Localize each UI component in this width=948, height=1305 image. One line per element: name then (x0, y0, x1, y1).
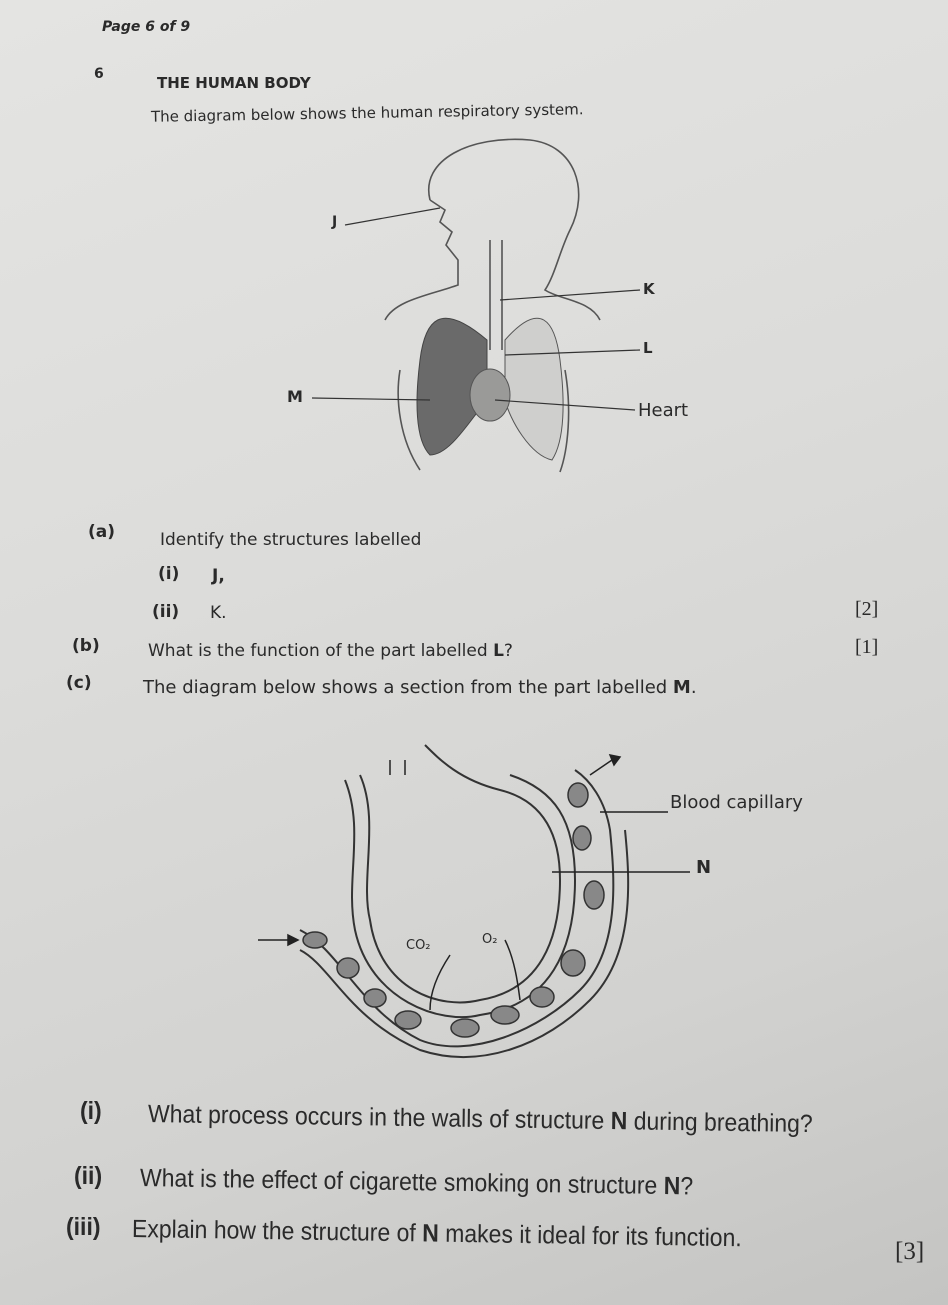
text: during breathing? (627, 1107, 813, 1139)
part-a-ii-tag: (ii) (152, 602, 180, 622)
part-c-tag: (c) (66, 673, 92, 693)
text: The diagram below shows a section from the part labelled (143, 677, 673, 698)
label-M: M (287, 387, 303, 406)
text: What is the function of the part labelled (148, 641, 494, 661)
label-J: J (332, 214, 338, 230)
part-a-marks: [2] (855, 598, 879, 620)
question-number: 6 (94, 66, 104, 82)
bold-text: L (493, 641, 504, 661)
label-blood-capillary: Blood capillary (670, 792, 803, 813)
part-c-marks: [3] (895, 1238, 925, 1265)
text: ? (680, 1172, 694, 1201)
part-c-ii-tag: (ii) (74, 1162, 103, 1190)
label-L: L (643, 339, 653, 357)
page-header: Page 6 of 9 (102, 19, 191, 35)
question-title: THE HUMAN BODY (157, 74, 311, 92)
bold-text: N (663, 1171, 681, 1201)
part-a-text: Identify the structures labelled (160, 530, 422, 550)
text: . (690, 677, 697, 698)
bold-text: N (610, 1107, 628, 1136)
text: Explain how the structure of (131, 1215, 423, 1248)
part-c-iii-tag: (iii) (66, 1213, 101, 1241)
part-a-i-text: J, (212, 566, 225, 586)
label-K: K (643, 280, 655, 298)
part-a-ii-text: K. (210, 603, 227, 623)
bold-text: M (672, 677, 691, 698)
part-b-marks: [1] (855, 636, 879, 658)
part-c-i-tag: (i) (80, 1097, 102, 1125)
text: makes it ideal for its function. (438, 1219, 742, 1253)
text: What is the effect of cigarette smoking on structure (139, 1164, 664, 1200)
bold-text: N (422, 1219, 439, 1248)
label-o2: O₂ (482, 932, 498, 947)
label-co2: CO₂ (406, 938, 431, 953)
text: What process occurs in the walls of structure (147, 1100, 611, 1136)
part-b-tag: (b) (72, 636, 100, 656)
intro-text: The diagram below shows the human respiratory system. (150, 100, 584, 126)
label-N: N (696, 857, 712, 878)
text: ? (503, 641, 513, 661)
part-a-tag: (a) (88, 522, 116, 542)
part-a-i-tag: (i) (158, 564, 180, 584)
label-heart: Heart (638, 400, 689, 421)
